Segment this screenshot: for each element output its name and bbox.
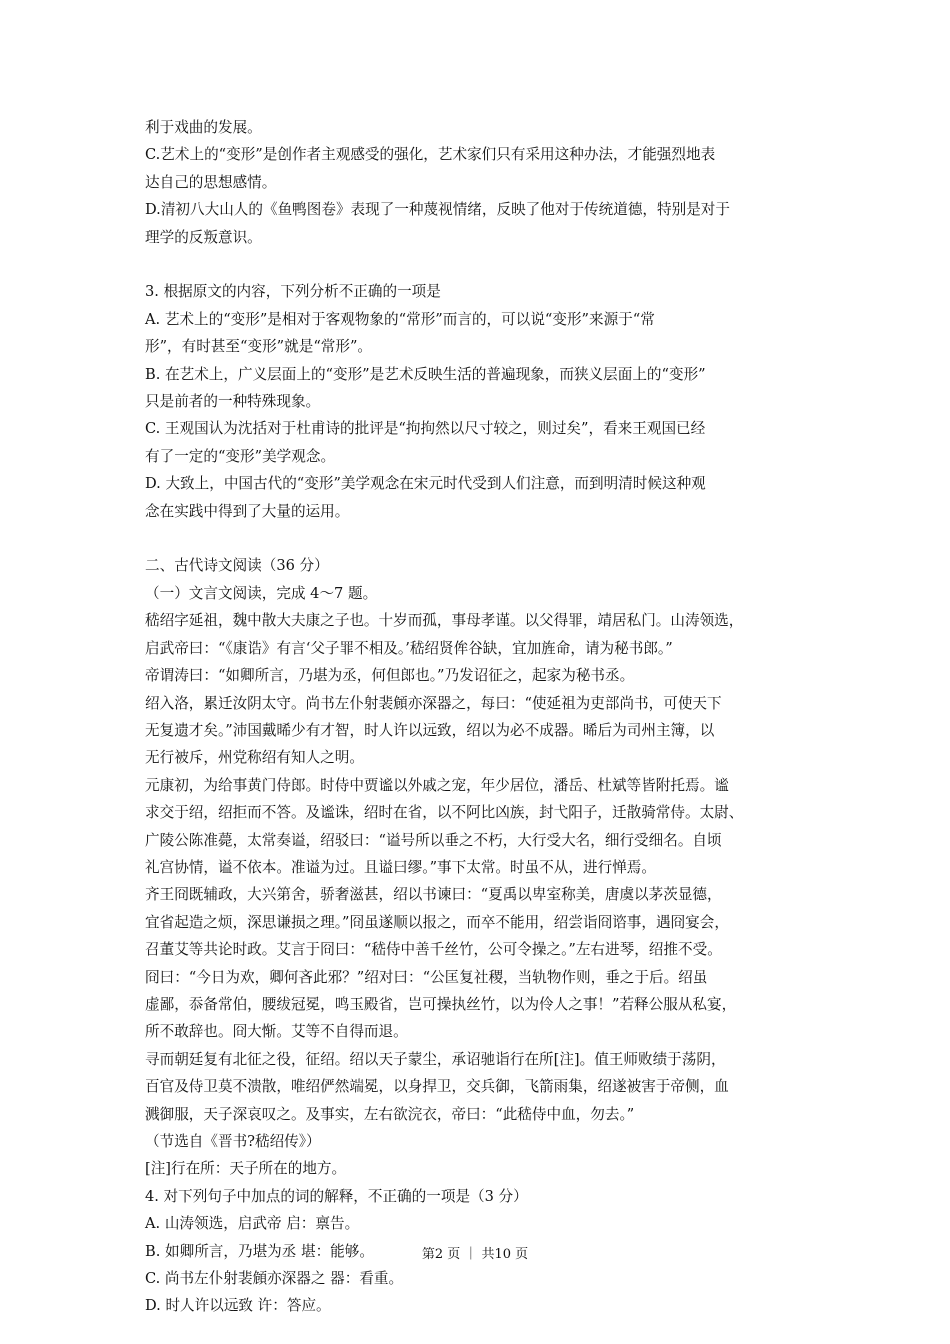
text-line: 启武帝曰：“《康诰》有言‘父子罪不相及。’嵇绍贤侔谷缺，宜加旌命，请为秘书郎。” [145, 639, 673, 657]
text-line: 齐王冏既辅政，大兴第舍，骄奢滋甚，绍以书谏曰：“夏禹以卑室称美，唐虞以茅茨显德， [145, 886, 722, 904]
text-line: C.艺术上的“变形”是创作者主观感受的强化，艺术家们只有采用这种办法，才能强烈地表 [145, 146, 716, 164]
classical-reading-section [145, 552, 815, 1319]
text-line: 利于戏曲的发展。 [145, 119, 262, 136]
text-line: A. 山涛领选，启武帝 启：禀告。 [145, 1215, 360, 1233]
text-line: D. 大致上，中国古代的“变形”美学观念在宋元时代受到人们注意，而到明清时候这种观 [145, 475, 706, 493]
text-line: C. 王观国认为沈括对于杜甫诗的批评是“拘拘然以尺寸较之，则过矣”，看来王观国已经 [145, 420, 706, 438]
text-line: 所不敢辞也。冏大惭。艾等不自得而退。 [145, 1023, 408, 1041]
text-line: 冏曰：“今日为欢，卿何吝此邪？”绍对曰：“公匡复社稷，当轨物作则，垂之于后。绍虽 [145, 968, 708, 986]
question-3 [145, 278, 815, 525]
text-line: D. 时人许以远致 许：答应。 [145, 1297, 331, 1315]
text-line: 有了一定的“变形”美学观念。 [145, 447, 336, 465]
text-line: C. 尚书左仆射裴頠亦深器之 器：看重。 [145, 1270, 404, 1288]
text-line: 只是前者的一种特殊现象。 [145, 393, 321, 411]
text-line: 广陵公陈准薨，太常奏谥，绍驳曰：“谥号所以垂之不朽，大行受大名，细行受细名。自顷 [145, 831, 722, 849]
text-line: 3. 根据原文的内容，下列分析不正确的一项是 [145, 283, 441, 301]
text-line: 元康初，为给事黄门侍郎。时侍中贾谧以外戚之宠，年少居位，潘岳、杜斌等皆附托焉。谧 [145, 776, 729, 794]
text-line: A. 艺术上的“变形”是相对于客观物象的“常形”而言的，可以说“变形”来源于“常 [145, 310, 655, 328]
text-line: （一）文言文阅读，完成 4～7 题。 [145, 584, 378, 602]
text-line: 百官及侍卫莫不溃散，唯绍俨然端冕，以身捍卫，交兵御，飞箭雨集，绍遂被害于帝侧，血 [145, 1078, 729, 1096]
text-line: （节选自《晋书?嵇绍传》） [145, 1133, 321, 1150]
text-line: 礼宫协情，谥不依本。准谥为过。且谥曰缪。”事下太常。时虽不从，进行惮焉。 [145, 858, 656, 876]
text-line: 寻而朝廷复有北征之役，征绍。绍以天子蒙尘，承诏驰诣行在所[注]。值王师败绩于荡阴， [145, 1050, 726, 1068]
text-line: B. 如卿所言，乃堪为丞 堪：能够。 [145, 1242, 374, 1260]
text-line: 无复遗才矣。”沛国戴晞少有才智，时人许以远致，绍以为必不成器。晞后为司州主簿，以 [145, 721, 715, 739]
text-line: 理学的反叛意识。 [145, 228, 262, 246]
text-line: 无行被斥，州党称绍有知人之明。 [145, 749, 364, 767]
text-line: 嵇绍字延祖，魏中散大夫康之子也。十岁而孤，事母孝谨。以父得罪，靖居私门。山涛领选， [145, 612, 744, 630]
text-line: 宜省起造之烦，深思谦损之理。”冏虽遂顺以报之，而卒不能用，绍尝诣冏谘事，遇冏宴会， [145, 913, 729, 931]
text-line: 达自己的思想感情。 [145, 173, 277, 191]
text-line: 求交于绍，绍拒而不答。及谧诛，绍时在省，以不阿比凶族，封弋阳子，迁散骑常侍。太尉、 [145, 804, 744, 822]
text-line: 溅御服，天子深哀叹之。及事实，左右欲浣衣，帝曰：“此嵇侍中血，勿去。” [145, 1105, 635, 1123]
page-footer: 第2 页 ｜ 共10 页 [421, 1247, 529, 1262]
text-line: 形”，有时甚至“变形”就是“常形”。 [145, 338, 373, 356]
text-line: 念在实践中得到了大量的运用。 [145, 502, 350, 520]
text-line: 二、古代诗文阅读（36 分） [145, 557, 329, 575]
text-line: 4. 对下列句子中加点的词的解释，不正确的一项是（3 分） [145, 1187, 528, 1205]
text-line: 虚鄙，忝备常伯，腰绂冠冕，鸣玉殿省，岂可操执丝竹，以为伶人之事！”若释公服从私宴， [145, 995, 737, 1013]
text-line: 召董艾等共论时政。艾言于冏曰：“嵇侍中善千丝竹，公可令操之。”左右进琴，绍推不受。 [145, 941, 722, 959]
text-line: 绍入洛，累迁汝阴太守。尚书左仆射裴頠亦深器之，每曰：“使延祖为吏部尚书，可使天下 [145, 694, 722, 712]
text-line: [注]行在所：天子所在的地方。 [145, 1160, 347, 1178]
document-body [145, 114, 815, 1320]
passage-continuation [145, 114, 815, 251]
text-line: B. 在艺术上，广义层面上的“变形”是艺术反映生活的普遍现象，而狭义层面上的“变形” [145, 365, 706, 383]
text-line: 帝谓涛曰：“如卿所言，乃堪为丞，何但郎也。”乃发诏征之，起家为秘书丞。 [145, 667, 635, 685]
text-line: D.清初八大山人的《鱼鸭图卷》表现了一种蔑视情绪，反映了他对于传统道德，特别是对于 [145, 201, 730, 219]
paragraph-gap [145, 251, 815, 278]
paragraph-gap [145, 525, 815, 552]
